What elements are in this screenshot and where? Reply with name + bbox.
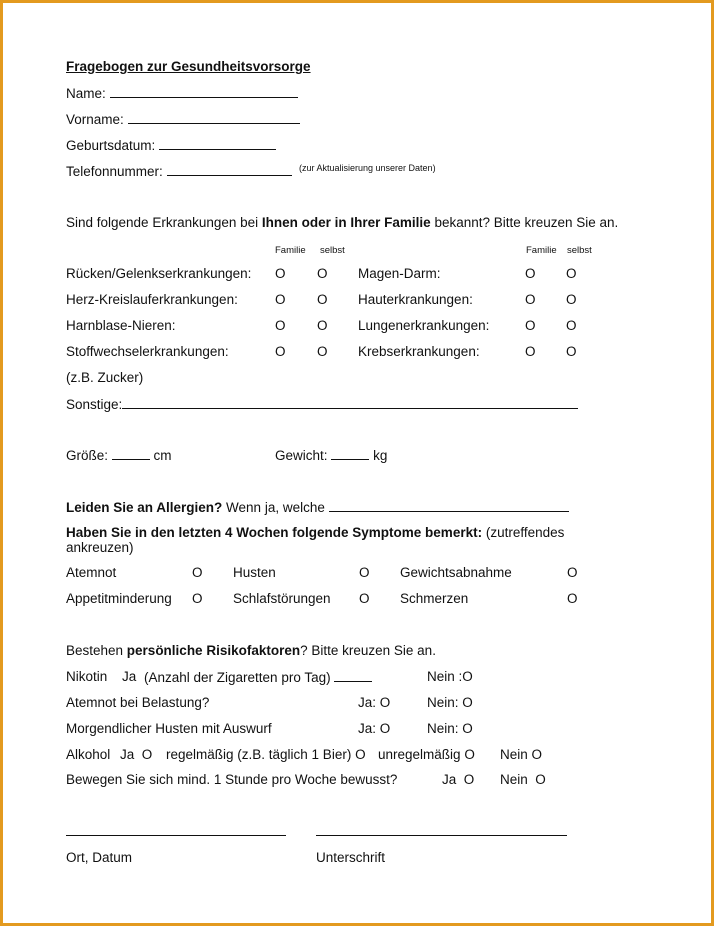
nikotin-ja[interactable]: Ja [122, 669, 137, 684]
nikotin-nein[interactable]: Nein :O [427, 669, 473, 684]
telefon-field [66, 163, 292, 180]
alkohol-nein-checkbox[interactable]: O [531, 747, 543, 762]
checkbox-familie[interactable]: O [275, 318, 286, 333]
geburtsdatum-input[interactable] [159, 137, 276, 150]
symptom-checkbox[interactable]: O [567, 591, 578, 606]
vorname-input[interactable] [128, 111, 300, 124]
alkohol-ja[interactable] [120, 747, 152, 763]
name-label: Name: [66, 86, 106, 101]
checkbox-familie[interactable]: O [275, 344, 286, 359]
alkohol-nein[interactable] [500, 747, 542, 763]
checkbox-selbst[interactable]: O [317, 266, 328, 281]
checkbox-familie[interactable]: O [525, 266, 536, 281]
gewicht-field [275, 447, 387, 464]
risk-question-pre: Bestehen [66, 643, 127, 658]
disease-right-4: Krebserkrankungen: [358, 344, 480, 359]
alkohol-reg-label: regelmäßig (z.B. täglich 1 Bier) [166, 747, 352, 762]
symptom-checkbox[interactable]: O [192, 591, 203, 606]
symptom-item: Atemnot [66, 565, 117, 580]
bewegen-nein[interactable] [500, 772, 546, 788]
alkohol-unreg-label: unregelmäßig [378, 747, 461, 762]
disease-right-1: Magen-Darm: [358, 266, 441, 281]
col-selbst-left: selbst [320, 245, 345, 256]
vorname-field [66, 111, 300, 128]
groesse-label: Größe: [66, 448, 109, 463]
bewegen-ja[interactable] [442, 772, 474, 788]
page-title: Fragebogen zur Gesundheitsvorsorge [66, 59, 311, 74]
bewegen-nein-checkbox[interactable]: O [535, 772, 546, 787]
atemnot-nein[interactable]: Nein: O [427, 695, 473, 710]
checkbox-familie[interactable]: O [275, 292, 286, 307]
alkohol-unreg-checkbox[interactable]: O [464, 747, 475, 762]
telefon-label: Telefonnummer: [66, 164, 163, 179]
groesse-input[interactable] [112, 447, 150, 460]
symptom-item: Husten [233, 565, 276, 580]
alkohol-nein-label: Nein [500, 747, 528, 762]
diseases-question-bold: Ihnen oder in Ihrer Familie [261, 215, 431, 230]
unterschrift-label: Unterschrift [316, 850, 386, 865]
disease-left-3: Harnblase-Nieren: [66, 318, 176, 333]
atemnot-ja[interactable]: Ja: O [358, 695, 391, 710]
symptom-checkbox[interactable]: O [567, 565, 578, 580]
husten-label: Morgendlicher Husten mit Auswurf [66, 721, 272, 736]
name-input[interactable] [110, 85, 298, 98]
sonstige-label: Sonstige: [66, 397, 123, 412]
risk-question [66, 643, 436, 659]
nikotin-anzahl-label: (Anzahl der Zigaretten pro Tag) [144, 670, 331, 685]
gewicht-input[interactable] [331, 447, 369, 460]
bewegen-label: Bewegen Sie sich mind. 1 Stunde pro Woche bewusst? [66, 772, 398, 787]
alkohol-label: Alkohol [66, 747, 111, 762]
telefon-input[interactable] [167, 163, 292, 176]
bewegen-ja-checkbox[interactable]: O [463, 772, 475, 787]
diseases-question [66, 215, 618, 231]
sonstige-input[interactable] [122, 396, 578, 409]
telefon-note: (zur Aktualisierung unserer Daten) [299, 163, 436, 173]
symptoms-question [66, 525, 564, 541]
alkohol-reg-checkbox[interactable]: O [355, 747, 366, 762]
checkbox-selbst[interactable]: O [317, 318, 328, 333]
diseases-question-post: bekannt? Bitte kreuzen Sie an. [430, 215, 619, 230]
ort-datum-line[interactable] [66, 835, 286, 836]
col-selbst-right: selbst [567, 245, 592, 256]
nikotin-label: Nikotin [66, 669, 108, 684]
checkbox-selbst[interactable]: O [566, 344, 577, 359]
allergies-bold: Leiden Sie an Allergien? [66, 500, 223, 515]
vorname-label: Vorname: [66, 112, 124, 127]
symptoms-rest: (zutreffendes [482, 525, 565, 540]
symptom-checkbox[interactable]: O [192, 565, 203, 580]
disease-right-3: Lungenerkrankungen: [358, 318, 490, 333]
alkohol-ja-label: Ja [120, 747, 135, 762]
checkbox-familie[interactable]: O [275, 266, 286, 281]
checkbox-selbst[interactable]: O [566, 318, 577, 333]
allergies-input[interactable] [329, 499, 569, 512]
diseases-question-pre: Sind folgende Erkrankungen bei [66, 215, 262, 230]
gewicht-label: Gewicht: [275, 448, 328, 463]
alkohol-ja-checkbox[interactable]: O [141, 747, 153, 762]
allergies-question [66, 499, 569, 516]
risk-question-post: ? Bitte kreuzen Sie an. [300, 643, 436, 658]
geburtsdatum-label: Geburtsdatum: [66, 138, 156, 153]
atemnot-label: Atemnot bei Belastung? [66, 695, 210, 710]
risk-question-bold: persönliche Risikofaktoren [126, 643, 301, 658]
nikotin-anzahl-input[interactable] [334, 669, 372, 682]
checkbox-selbst[interactable]: O [566, 266, 577, 281]
checkbox-familie[interactable]: O [525, 292, 536, 307]
name-field [66, 85, 298, 102]
checkbox-selbst[interactable]: O [317, 344, 328, 359]
col-familie-right: Familie [526, 245, 557, 256]
checkbox-familie[interactable]: O [525, 318, 536, 333]
symptom-item: Appetitminderung [66, 591, 172, 606]
disease-note: (z.B. Zucker) [66, 370, 144, 385]
husten-nein[interactable]: Nein: O [427, 721, 473, 736]
cm-unit: cm [153, 448, 172, 463]
bewegen-ja-label: Ja [442, 772, 457, 787]
checkbox-selbst[interactable]: O [566, 292, 577, 307]
ort-datum-label: Ort, Datum [66, 850, 133, 865]
checkbox-selbst[interactable]: O [317, 292, 328, 307]
bewegen-nein-label: Nein [500, 772, 528, 787]
symptom-checkbox[interactable]: O [359, 591, 370, 606]
alkohol-unregelmaessig[interactable] [378, 747, 475, 763]
allergies-rest: Wenn ja, welche [222, 500, 325, 515]
symptoms-rest2: ankreuzen) [66, 540, 134, 555]
symptom-item: Gewichtsabnahme [400, 565, 512, 580]
symptom-item: Schmerzen [400, 591, 469, 606]
kg-unit: kg [373, 448, 388, 463]
geburtsdatum-field [66, 137, 276, 154]
groesse-field [66, 447, 172, 464]
checkbox-familie[interactable]: O [525, 344, 536, 359]
symptom-checkbox[interactable]: O [359, 565, 370, 580]
sonstige-field [66, 396, 578, 413]
symptom-item: Schlafstörungen [233, 591, 331, 606]
alkohol-regelmaessig[interactable] [166, 747, 366, 763]
disease-right-2: Hauterkrankungen: [358, 292, 473, 307]
disease-left-2: Herz-Kreislauferkrankungen: [66, 292, 238, 307]
unterschrift-line[interactable] [316, 835, 567, 836]
nikotin-anzahl [144, 669, 372, 686]
col-familie-left: Familie [275, 245, 306, 256]
symptoms-bold: Haben Sie in den letzten 4 Wochen folgende Symptome bemerkt: [66, 525, 483, 540]
disease-left-4: Stoffwechselerkrankungen: [66, 344, 229, 359]
disease-left-1: Rücken/Gelenkserkrankungen: [66, 266, 252, 281]
husten-ja[interactable]: Ja: O [358, 721, 391, 736]
